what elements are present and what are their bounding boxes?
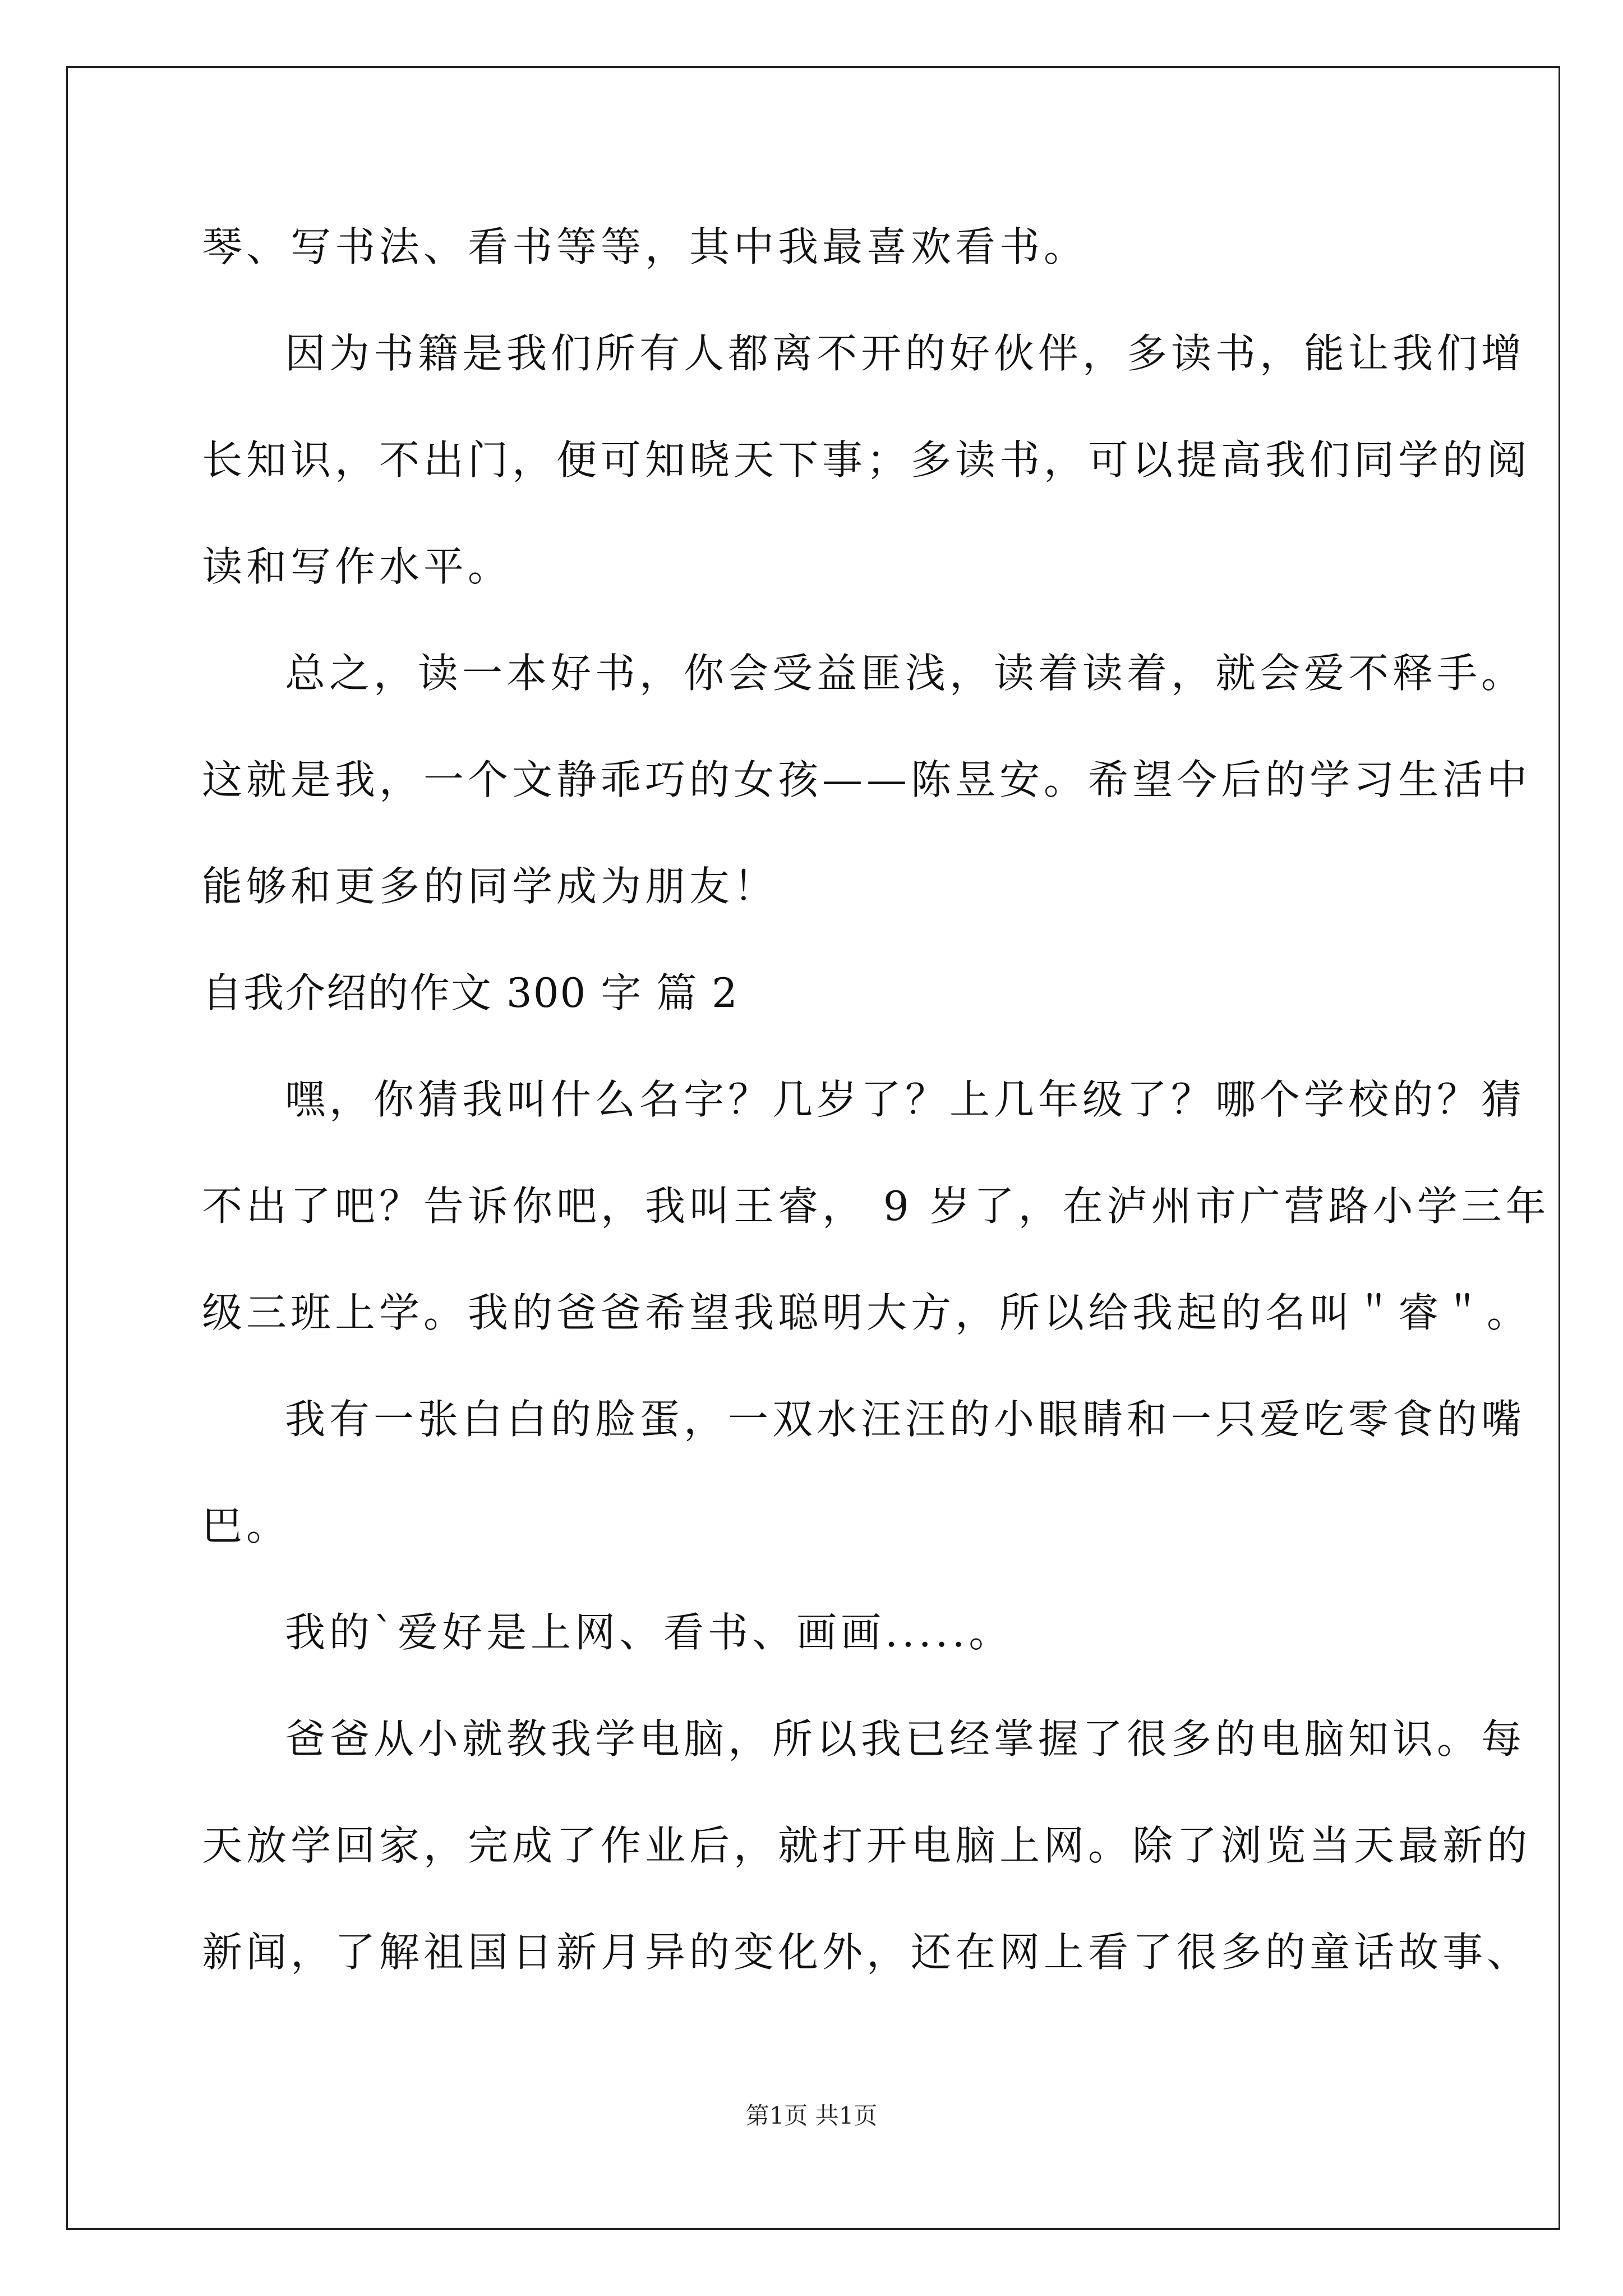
paragraph-line: 新闻，了解祖国日新月异的变化外，还在网上看了很多的童话故事、 (202, 1929, 1532, 1976)
paragraph-line: 巴。 (202, 1502, 291, 1549)
paragraph-line: 级三班上学。我的爸爸希望我聪明大方，所以给我起的名叫＂睿＂。 (202, 1289, 1532, 1336)
paragraph-line: 能够和更多的同学成为朋友！ (202, 863, 778, 910)
paragraph-line: 嘿，你猜我叫什么名字？几岁了？上几年级了？哪个学校的？猜 (285, 1076, 1526, 1123)
paragraph-line: 我的`爱好是上网、看书、画画.....。 (285, 1609, 1013, 1656)
paragraph-line: 因为书籍是我们所有人都离不开的好伙伴，多读书，能让我们增 (285, 330, 1526, 377)
paragraph-line: 这就是我，一个文静乖巧的女孩——陈昱安。希望今后的学习生活中 (202, 756, 1532, 803)
paragraph-line: 我有一张白白的脸蛋，一双水汪汪的小眼睛和一只爱吃零食的嘴 (285, 1396, 1526, 1443)
paragraph-line: 爸爸从小就教我学电脑，所以我已经掌握了很多的电脑知识。每 (285, 1715, 1526, 1763)
page-border (66, 66, 1560, 2230)
paragraph-line: 总之，读一本好书，你会受益匪浅，读着读着，就会爱不释手。 (285, 650, 1526, 697)
page-footer: 第1页 共1页 (745, 2102, 878, 2129)
paragraph-line: 长知识，不出门，便可知晓天下事；多读书，可以提高我们同学的阅 (202, 436, 1532, 484)
paragraph-line: 读和写作水平。 (202, 543, 513, 590)
section-heading: 自我介绍的作文 300 字 篇 2 (202, 969, 739, 1016)
paragraph-line: 琴、写书法、看书等等，其中我最喜欢看书。 (202, 223, 1089, 270)
paragraph-line: 天放学回家，完成了作业后，就打开电脑上网。除了浏览当天最新的 (202, 1822, 1532, 1869)
paragraph-line: 不出了吧？告诉你吧，我叫王睿， 9 岁了，在泸州市广营路小学三年 (202, 1182, 1550, 1230)
